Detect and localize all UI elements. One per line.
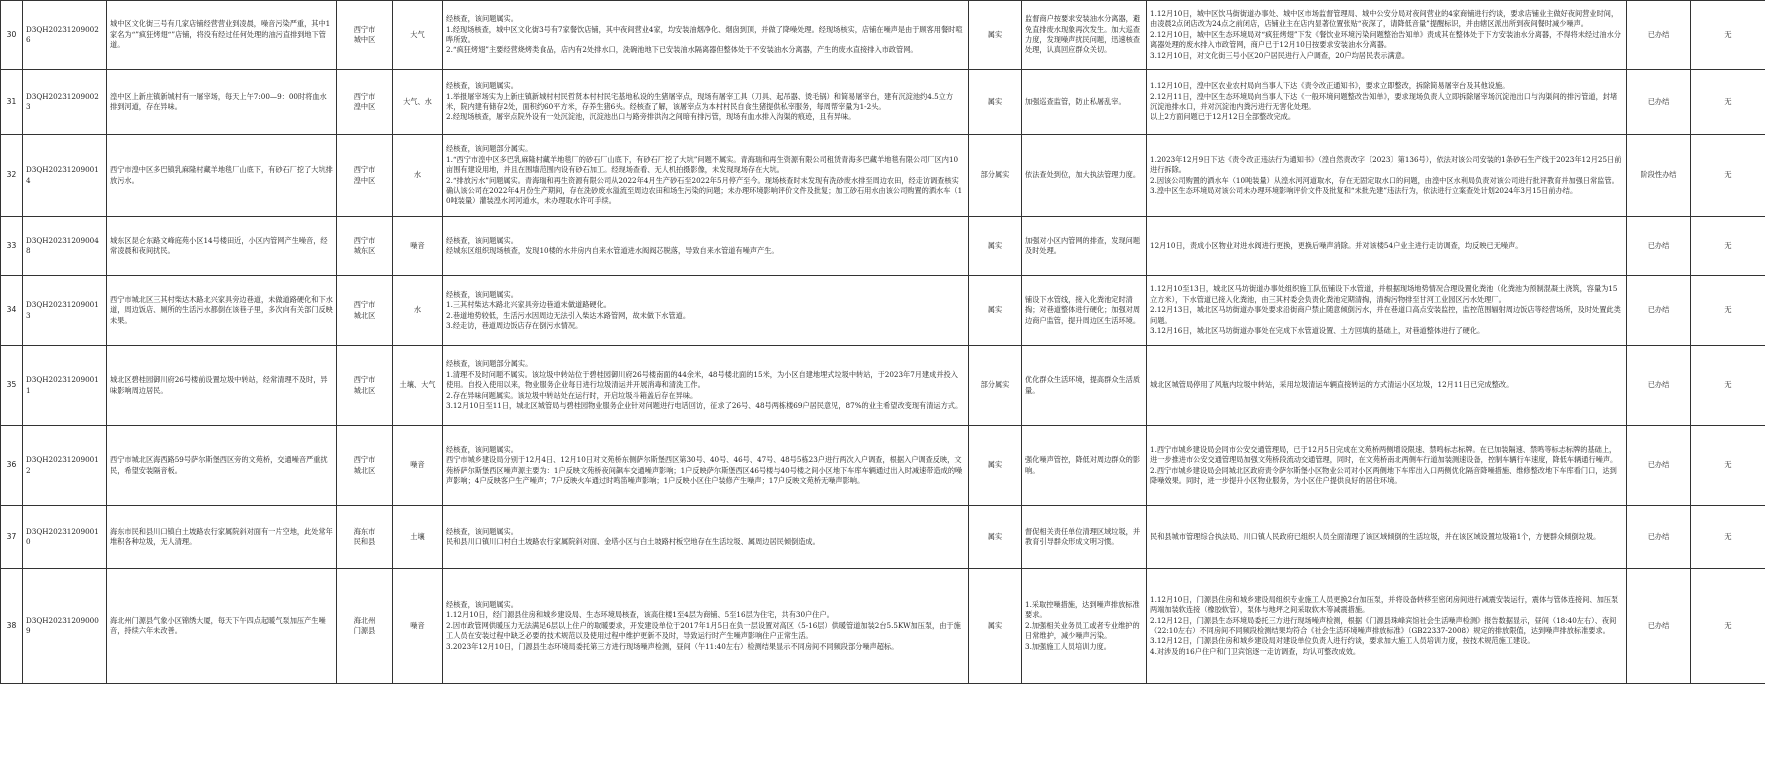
handling-result (1147, 276, 1627, 346)
result-line: 1.12月10日，城中区饮马街街道办事处、城中区市场监督管理局、城中公安分局对夜间营业的4家商铺进行约谈，要求店铺业主做好夜间营业时间，由凌晨2点闭店改为24点之前闭店，店铺业主在店内显著位置张贴“夜深了，请降低音量”提醒标识，并由辖区派出所到夜间餐时减少噪声。 (1150, 8, 1619, 29)
note: 无 (1691, 1, 1765, 70)
case-code: D3QH202312090009 (23, 569, 107, 684)
result-line: 1.12月10日，门源县住房和城乡建设局组织专业施工人员更换2台加压泵，并将设备转移至密闭房间进行减震安装运行，震体与管体连接间、加压泵两端加装软连接（橡胶软管），泵体与地坪之间采取软木等减震措施。 (1150, 594, 1619, 615)
verdict: 属实 (969, 569, 1022, 684)
note: 无 (1691, 135, 1765, 217)
status: 已办结 (1627, 1, 1691, 70)
check-line: 经核查，该问题属实。 (446, 526, 518, 536)
rectification-goal: 1.采取控噪措施，达到噪声排放标准要求。 2.加强相关业务员工或者专业维护的日常维护，减少噪声污染。 3.加强施工人员培训力度。 (1022, 569, 1147, 684)
result-line: 民和县城市管理综合执法局、川口镇人民政府已组织人员全面清理了该区域倾倒的生活垃圾，并在该区域设置垃圾箱1个，方便群众倾倒垃圾。 (1150, 531, 1601, 541)
status: 阶段性办结 (1627, 135, 1691, 217)
check-line: 经核查，该问题部分属实。 (446, 359, 533, 369)
check-line: 经核查，该问题属实。 (446, 444, 518, 454)
check-findings (443, 346, 969, 426)
check-findings (443, 569, 969, 684)
rectification-goal: 加强对小区内管网的排查，发现问题及时处理。 (1022, 217, 1147, 276)
region: 西宁市 城中区 (337, 1, 393, 70)
check-line: 经核查，该问题属实。 (446, 81, 518, 91)
row-number: 37 (1, 506, 23, 569)
region: 西宁市 湟中区 (337, 135, 393, 217)
check-line: 2.因市政管网供暖压力无法满足6层以上住户的取暖要求，开发建设单位于2017年1月5日在负一层设置对高区（5-16层）供暖管道加装2台5.5KW加压泵，由于施工人员在安装过程中缺乏必要的技术规范以及使用过程中维护更新不及时，导致运行时产生噪声影响住户正常生活。 (446, 620, 961, 641)
check-line: 经城东区组织现场核查，发现10楼的水井房内自来水管道进水阀阀芯脱落，导致自来水管道有噪声产生。 (446, 246, 779, 255)
check-line: 经核查，该问题属实。 (446, 599, 518, 609)
verdict: 部分属实 (969, 346, 1022, 426)
result-line: 1.12月10至13日，城北区马坊街道办事处组织施工队伍铺设下水管道，并根据现场地势情况合理设置化粪池（化粪池为预制混凝土浇筑，容量为15立方米），下水管道已接入化粪池，由三其村委会负责化粪池定期清掏，清掏污物排至甘河工业园区污水处理厂。 (1150, 284, 1618, 304)
region: 西宁市 城东区 (337, 217, 393, 276)
verdict: 部分属实 (969, 135, 1022, 217)
region: 西宁市 城北区 (337, 276, 393, 346)
check-line: 3.经走访，巷道周边饭店存在倒污水情况。 (446, 320, 583, 330)
complaint-content: 城中区文化街三号有几家店铺经营营业到凌晨，噪音污染严重，其中1家名为“”疯狂烤翅“”店铺，将没有经过任何处理的油污直排到地下管道。 (107, 1, 337, 70)
check-line: 3.12月10日至11日，城北区城管局与碧桂园物业服务企业针对问题进行电话回访，征求了26号、48号两栋楼69户居民意见，87%的业主希望改变现有清运方式。 (446, 401, 963, 411)
status: 已办结 (1627, 276, 1691, 346)
check-line: 西宁市城乡建设局分别于12月4日、12月10日对文苑桥东侧萨尔斯堡西区第30号、40号、46号、47号、48号5栋23户进行两次入户调查，根据入户调查反映，文苑桥萨尔斯堡西区噪声源主要为：1户反映文苑桥夜间飙车交通噪声影响；1户反映萨尔斯堡西区46号楼与40号楼之间小区地下车库车辆通过出入时减速带造成的噪声影响；4户反映客户生产噪声；7户反映火车通过时鸣笛噪声影响；1户反映小区住户装修产生噪声；17户反映文苑桥无噪声影响。 (446, 455, 963, 485)
note: 无 (1691, 276, 1765, 346)
row-number: 31 (1, 70, 23, 135)
verdict: 属实 (969, 70, 1022, 135)
check-findings (443, 276, 969, 346)
case-code: D3QH202312090048 (23, 217, 107, 276)
table-row (1, 276, 1765, 346)
note: 无 (1691, 569, 1765, 684)
region: 海北州 门源县 (337, 569, 393, 684)
handling-result (1147, 569, 1627, 684)
result-line: 1.2023年12月9日下达《责令改正违法行为通知书》（湟自然责改字〔2023〕第136号），依法对该公司安装的1条砂石生产线于2023年12月25日前进行拆除。 (1150, 154, 1622, 175)
pollution-type: 土壤 (393, 506, 443, 569)
pollution-type: 噪音 (393, 426, 443, 506)
row-number: 36 (1, 426, 23, 506)
row-number: 34 (1, 276, 23, 346)
handling-result (1147, 426, 1627, 506)
region: 西宁市 城北区 (337, 346, 393, 426)
rectification-goal: 加强巡查监管，防止私屠乱宰。 (1022, 70, 1147, 135)
check-line: 经核查，该问题部分属实。 (446, 144, 533, 154)
result-line: 12月10日，责成小区物业对进水阀进行更换，更换后噪声消除。并对该楼54户业主进行走访调查，均反映已无噪声。 (1150, 240, 1523, 250)
check-line: 2.巷道地势较低，生活污水因周边无法引入柴达木路管网，故未做下水管道。 (446, 310, 691, 320)
handling-result (1147, 1, 1627, 70)
table-row (1, 70, 1765, 135)
case-code: D3QH202312090023 (23, 70, 107, 135)
complaint-content: 海北州门源县气象小区锦绣大厦，每天下午四点起暖气泵加压产生噪音，持续六年未改善。 (107, 569, 337, 684)
result-line: 4.对涉及的16户住户和门卫宾馆逐一走访调查，均认可整改成效。 (1150, 646, 1361, 656)
verdict: 属实 (969, 506, 1022, 569)
result-line: 2.西宁市城乡建设局会同城北区政府责令萨尔斯堡小区物业公司对小区两侧地下车库出入口两侧优化隔音降噪措施、维修整改地下车库看门口，达到降噪效果。同时，进一步提升小区物业服务，为小区住户提供良好的居住环境。 (1150, 465, 1617, 485)
check-line: 2.经现场核查，屠宰点院外设有一处沉淀池，沉淀池出口与路旁排洪沟之间暗有排污管，现场有血水排入沟渠的痕迹，且有异味。 (446, 112, 856, 122)
row-number: 33 (1, 217, 23, 276)
check-line: 1.12月10日，经门源县住房和城乡建设局、生态环境局核查，该高住楼1至4层为商铺、5至16层为住宅，共有30户住户。 (446, 610, 834, 620)
complaint-content: 城北区碧桂园御川府26号楼前设置垃圾中转站，经常清理不及时，异味影响周边居民。 (107, 346, 337, 426)
status: 已办结 (1627, 426, 1691, 506)
table-row (1, 346, 1765, 426)
complaint-content: 西宁市湟中区多巴镇乳麻隆村藏羊地毯厂山底下，有砂石厂挖了大坑排放污水。 (107, 135, 337, 217)
result-line: 2.12月11日，湟中区生态环境局向当事人下达《一般环境问题整改告知单》，要求现场负责人立即拆除屠宰场沉淀池出口与沟渠间的排污管道，封堵沉淀池排水口，并对沉淀池内粪污进行无害化处理。 (1150, 91, 1618, 111)
note: 无 (1691, 426, 1765, 506)
row-number: 38 (1, 569, 23, 684)
rectification-goal: 优化群众生活环境，提高群众生活质量。 (1022, 346, 1147, 426)
result-line: 3.12月12日，门源县住房和城乡建设局对建设单位负责人进行约谈，要求加大施工人员培训力度，按技术规范施工建设。 (1150, 636, 1535, 646)
table-row (1, 217, 1765, 276)
table-row (1, 426, 1765, 506)
check-line: 1.三其村柴达木路北兴家具旁边巷道未做道路硬化。 (446, 300, 611, 310)
handling-result (1147, 217, 1627, 276)
check-findings (443, 506, 969, 569)
verdict: 属实 (969, 217, 1022, 276)
check-findings (443, 426, 969, 506)
result-line: 1.12月10日，湟中区农业农村局向当事人下达《责令改正通知书》，要求立即整改，拆除简易屠宰台及其他设施。 (1150, 81, 1510, 91)
case-code: D3QH202312090014 (23, 135, 107, 217)
row-number: 32 (1, 135, 23, 217)
verdict: 属实 (969, 1, 1022, 70)
pollution-type: 大气、水 (393, 70, 443, 135)
check-line: 1.“西宁市湟中区多巴乳麻隆村藏羊地毯厂的砂石厂山底下，有砂石厂挖了大坑”问题不属实。青海瑞和再生资源有限公司租赁青海多巴藏羊地毯有限公司厂区内10亩围有建设用地，并且在围墙范围内设有砂石加工。经现场查看、无人机拍摄影像，未发现现场存在大坑。 (446, 154, 959, 175)
check-findings (443, 217, 969, 276)
case-code: D3QH202312090010 (23, 506, 107, 569)
rectification-goal: 督促相关责任单位清理区域垃圾，并教育引导群众形成文明习惯。 (1022, 506, 1147, 569)
result-line: 2.12月12日，门源县生态环境局委托三方进行现场噪声检测，根据《门源县珠峰宾馆社会生活噪声检测》报告数据显示，昼间（18:40左右）、夜间（22:10左右）不同房间不同频段检测结果均符合《社会生活环境噪声排放标准》（GB22337-2008）规定的排放限值，达到噪声排放标准要求。 (1150, 615, 1617, 635)
region: 海东市 民和县 (337, 506, 393, 569)
result-line: 2.12月10日，城中区生态环境局对“疯狂烤翅”下发《餐饮业环境污染问题整治告知单》责成其在整体处于下方安装油水分离器，不得将未经过油水分离器处理的废水排入市政管网，商户已于12月10日按要求安装油水分离器。 (1150, 29, 1621, 50)
pollution-type: 水 (393, 135, 443, 217)
result-line: 以上2方面问题已于12月12日全部整改完成。 (1150, 112, 1296, 122)
check-findings (443, 135, 969, 217)
result-line: 3.12月16日，城北区马坊街道办事处在完成下水管道设置、土方回填的基础上，对巷道整体进行了硬化。 (1150, 326, 1485, 336)
rectification-goal: 监督商户按要求安装油水分离器，避免直排废水现象再次发生。加大巡查力度，发现噪声扰民问题，迅速核查处理，认真回应群众关切。 (1022, 1, 1147, 70)
note: 无 (1691, 70, 1765, 135)
verdict: 属实 (969, 276, 1022, 346)
verdict: 属实 (969, 426, 1022, 506)
check-line: 1.经现场核查，城中区文化街3号有7家餐饮店铺，其中夜间营业4家，均安装油烟净化、烟囱到顶，并做了降噪处理。经现场核实，店铺在噪声是由于顾客用餐时喧哗所致。 (446, 24, 963, 44)
table-row (1, 569, 1765, 684)
pollution-type: 水 (393, 276, 443, 346)
pollution-type: 噪音 (393, 569, 443, 684)
note: 无 (1691, 217, 1765, 276)
check-line: 经核查，该问题属实。 (446, 14, 518, 24)
complaint-content: 城东区昆仑东路文峰庭苑小区14号楼田近，小区内管网产生噪音，经常凌晨和夜间扰民。 (107, 217, 337, 276)
row-number: 35 (1, 346, 23, 426)
handling-result (1147, 135, 1627, 217)
table-row (1, 506, 1765, 569)
result-line: 2.12月13日，城北区马坊街道办事处要求沿街商户禁止随意倾倒污水，并在巷道口高点安装监控，监控范围辐射周边饭店等经营场所，及时处置此类问题。 (1150, 305, 1621, 325)
case-code: D3QH202312090026 (23, 1, 107, 70)
status: 已办结 (1627, 346, 1691, 426)
check-line: 1.举报屠宰场实为上新庄镇新城村村民哲贤本村村民宅基地私设的生猪屠宰点，现场有屠宰工具（刀具、起吊器、烫毛锅）和简易屠宰台，建有沉淀池约4.5立方米，院内建有储存2处，面积约60平方米，存养生猪6头。经核查了解，该屠宰点为本村村民自食生猪提供私宰服务，每周帮宰量为1-2头。 (446, 91, 954, 111)
row-number: 30 (1, 1, 23, 70)
rectification-goal: 依法查处到位，加大执法管理力度。 (1022, 135, 1147, 217)
check-line: 民和县川口镇川口村白土坡路农行家属院斜对面、金塔小区与白土坡路村板空地存在生活垃圾、属周边居民倾倒造成。 (446, 537, 820, 546)
complaint-content: 海东市民和县川口镇白土坡路农行家属院斜对面有一片空地，此处常年堆积各种垃圾，无人清理。 (107, 506, 337, 569)
rectification-goal: 强化噪声管控，降低对周边群众的影响。 (1022, 426, 1147, 506)
status: 已办结 (1627, 569, 1691, 684)
pollution-type: 大气 (393, 1, 443, 70)
pollution-type: 噪音 (393, 217, 443, 276)
region: 西宁市 城北区 (337, 426, 393, 506)
table-row (1, 135, 1765, 217)
result-line: 3.12月10日，对文化街三号小区20户居民进行入户调查，20户均居民表示满意。 (1150, 50, 1410, 60)
check-findings (443, 1, 969, 70)
status: 已办结 (1627, 70, 1691, 135)
case-code: D3QH202312090012 (23, 426, 107, 506)
check-findings (443, 70, 969, 135)
case-code: D3QH202312090011 (23, 346, 107, 426)
handling-result (1147, 506, 1627, 569)
result-line: 1.西宁市城乡建设局会同市公安交通管理局，已于12月5日完成在文苑桥两侧增设限速、禁鸣标志标牌。在已加装隔速、禁鸣等标志标牌的基础上，进一步推进市公安交通管理局加强文苑桥段流动交通管理，同时，在文苑桥南北两侧车行道加装测速设备，控制车辆行车速度，降低车辆通行噪声。 (1150, 444, 1618, 465)
check-line: 2.“疯狂烤翅”主要经营烧烤类食品，店内有2处排水口，洗碗池地下已安装油水隔离器但整体处于不安装油水分离器，产生的废水直接排入市政管网。 (446, 45, 918, 55)
check-line: 2.“排放污水”问题属实。青海瑞和再生资源有限公司从2022年4月生产砂石至2022年5月停产至今。现场核查时未发现有洗砂废水排至周边农田，经走访调查核实确认该公司在2022年4月份生产期间，存在洗砂废水溢流至周边农田和场生污染的问题；未办理环境影响评价文件及批复；加工砂石用水由该公司购置的洒水车（10吨装量）灌装湟水河河道水，未办理取水许可手续。 (446, 175, 963, 206)
table-row (1, 1, 1765, 70)
check-line: 经核查，该问题属实。 (446, 289, 518, 299)
note: 无 (1691, 506, 1765, 569)
result-line: 2.因该公司购置的洒水车（10吨装量）从湟水河河道取水，存在无固定取水口的问题，由湟中区水利局负责对该公司进行批评教育并加强日常监管。 (1150, 175, 1619, 185)
handling-result (1147, 70, 1627, 135)
rectification-goal: 铺设下水管线，接入化粪池定时清掏；对巷道整体进行硬化；加强对周边商户监管，提升周边区生活环境。 (1022, 276, 1147, 346)
status: 已办结 (1627, 506, 1691, 569)
result-line: 城北区城管局停用了风瓶内垃圾中转站，采用垃圾清运车辆直接转运的方式清运小区垃圾，12月11日已完成整改。 (1150, 380, 1514, 390)
status: 已办结 (1627, 217, 1691, 276)
check-line: 3.2023年12月10日，门源县生态环境局委托第三方进行现场噪声检测，昼间（午11:40左右）检测结果显示不同房间不同频段部分噪声超标。 (446, 641, 899, 651)
handling-result (1147, 346, 1627, 426)
check-line: 经核查，该问题属实。 (446, 235, 518, 245)
case-code: D3QH202312090013 (23, 276, 107, 346)
check-line: 1.清理不及时问题不属实。该垃圾中转站位于碧桂园御川府26号楼南面的44余米，48号楼北面的15米，为小区自建地埋式垃圾中转站，于2023年7月建成并投入使用。自投入使用以来，物业服务企业每日进行垃圾清运并开展消毒和清洗工作。 (446, 369, 958, 390)
complaint-content: 西宁市城北区三其村柴达木路北兴家具旁边巷道，未做道路硬化和下水道，周边饭店、厕所的生活污水都倒在该巷子里，多次向有关部门反映未果。 (107, 276, 337, 346)
result-line: 3.湟中区生态环境局对该公司未办理环境影响评价文件及批复和“未批先建”违法行为，依法进行立案查处计划2024年3月15日前办结。 (1150, 185, 1578, 195)
check-line: 2.存在异味问题属实。该垃圾中转站处在运行时，开启垃圾斗箱盖后存在异味。 (446, 390, 698, 400)
complaint-content: 西宁市城北区海西路59号萨尔斯堡西区旁的文苑桥，交通噪音严重扰民，希望安装隔音板。 (107, 426, 337, 506)
note: 无 (1691, 346, 1765, 426)
complaint-content: 湟中区上新庄镇新城村有一屠宰场，每天上午7:00—9：00时将血水排到河道，存在异味。 (107, 70, 337, 135)
region: 西宁市 湟中区 (337, 70, 393, 135)
pollution-type: 土壤、大气 (393, 346, 443, 426)
